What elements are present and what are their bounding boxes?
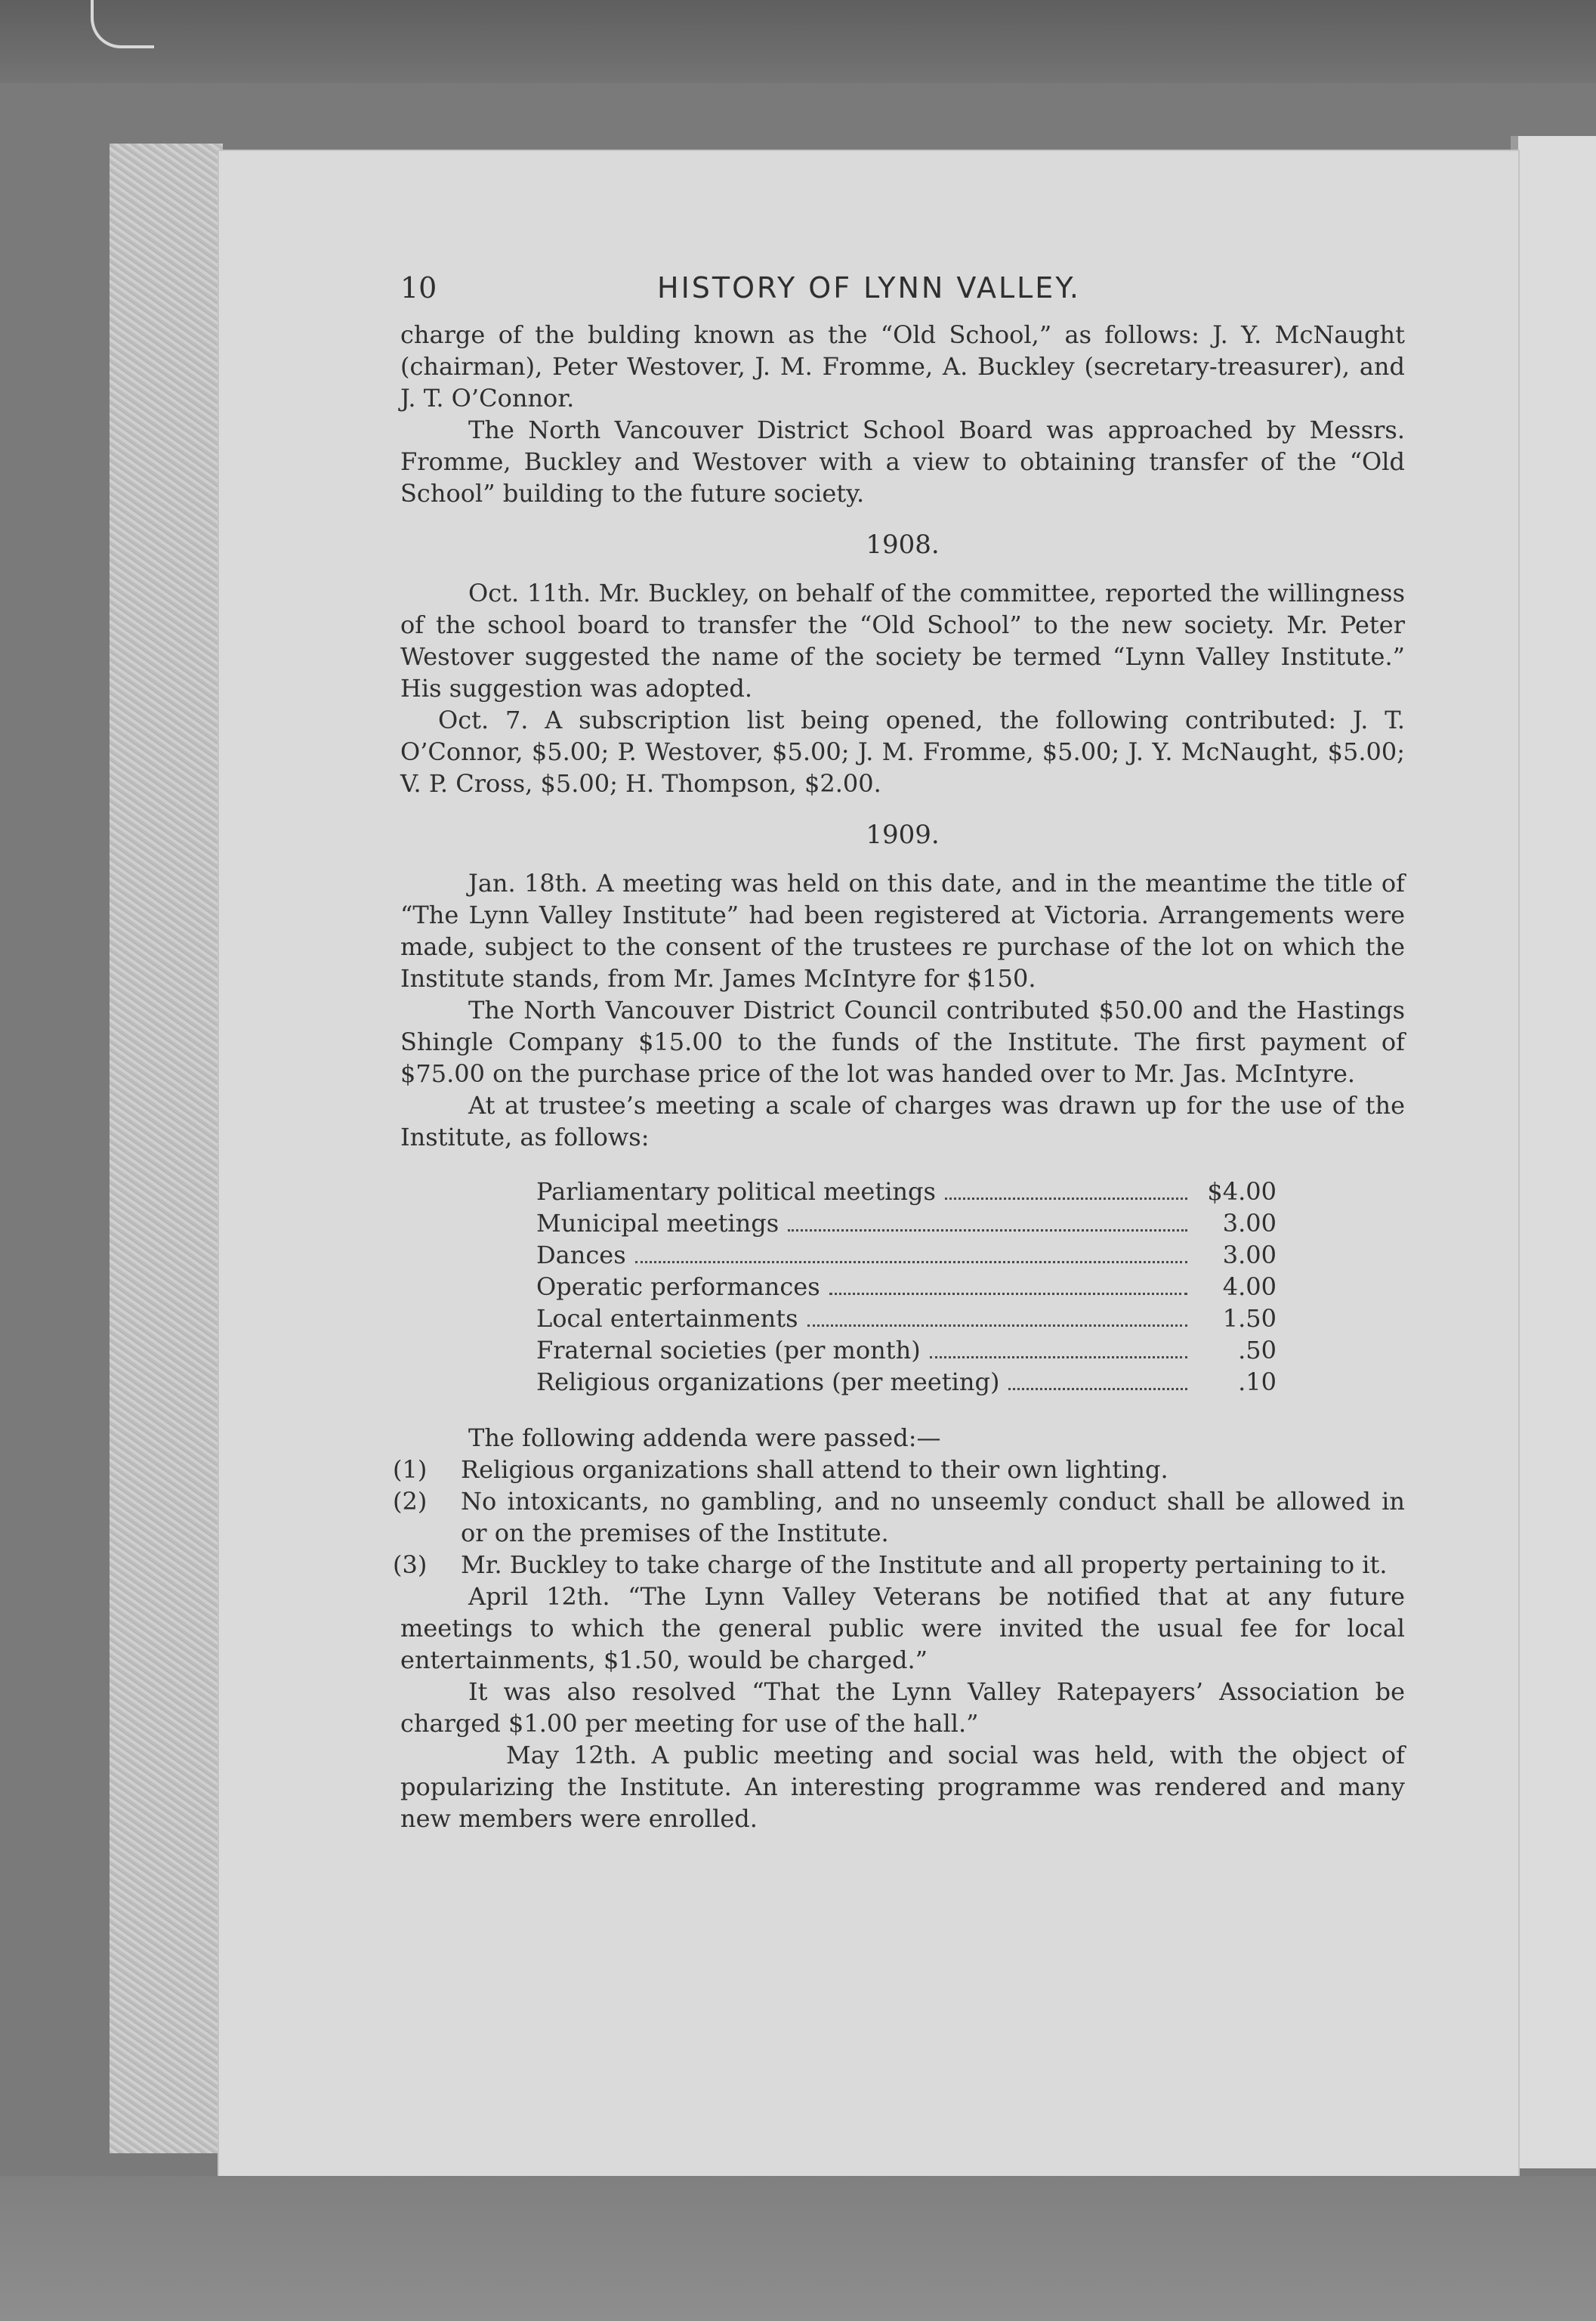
- paragraph-jan-18: Jan. 18th. A meeting was held on this date, and in the meantime the title of “The Lynn Valley Institute” had been registered at Victoria. Arrangements were made, subject to the consent of the trustees re purchase of the lot on which the Institute stands, from Mr. James McIntyre for $150.: [400, 869, 1405, 993]
- book-page-edge: [110, 144, 223, 2153]
- charge-label: Local entertainments: [536, 1304, 798, 1333]
- year-heading-1909: 1909.: [866, 820, 940, 850]
- dot-leader: [945, 1198, 1187, 1200]
- intro-paragraph: charge of the bulding known as the “Old School,” as follows: J. Y. McNaught (chairman), Peter Westover, J. M. Fromme, A. Buckley (secretary-treasurer), and J. T. O’Connor.: [400, 320, 1405, 413]
- dot-leader: [788, 1229, 1187, 1232]
- paragraph-may-12: May 12th. A public meeting and social was held, with the object of popularizing the Institute. An interesting programme was rendered and many new members were enrolled.: [400, 1741, 1405, 1833]
- paragraph-oct-7: Oct. 7. A subscription list being opened, the following contributed: J. T. O’Connor, $5.00; P. Westover, $5.00; J. M. Fromme, $5.00; J. Y. McNaught, $5.00; V. P. Cross, $5.00; H. Thompson, $2.00.: [400, 706, 1405, 798]
- page-number: 10: [400, 271, 437, 304]
- intro-paragraph: The North Vancouver District School Board was approached by Messrs. Fromme, Buckley and Westover with a view to obtaining transfer of the “Old School” building to the future society.: [400, 416, 1405, 508]
- addenda-text: No intoxicants, no gambling, and no unseemly conduct shall be allowed in or on the premises of the Institute.: [461, 1487, 1405, 1547]
- addenda-item: [393, 1454, 1405, 1485]
- charge-label: Operatic performances: [536, 1272, 820, 1301]
- page-header: [400, 264, 1405, 319]
- running-title: HISTORY OF LYNN VALLEY.: [657, 271, 1081, 304]
- paragraph-ratepayers: It was also resolved “That the Lynn Valley Ratepayers’ Association be charged $1.00 per meeting for use of the hall.”: [400, 1677, 1405, 1738]
- charge-row: [536, 1271, 1276, 1303]
- charge-label: Fraternal societies (per month): [536, 1336, 921, 1364]
- scan-background-top: [0, 0, 1596, 83]
- addenda-text: Religious organizations shall attend to their own lighting.: [461, 1455, 1168, 1484]
- adjacent-page: [1511, 136, 1596, 2168]
- page-text: [393, 264, 1405, 1834]
- dot-leader: [1008, 1388, 1187, 1390]
- dot-leader: [930, 1356, 1187, 1358]
- year-heading-1908: 1908.: [866, 530, 940, 560]
- dot-leader: [807, 1324, 1187, 1327]
- paragraph-scale-intro: At at trustee’s meeting a scale of charges was drawn up for the use of the Institute, as follows:: [400, 1091, 1405, 1151]
- charge-label: Municipal meetings: [536, 1209, 779, 1238]
- charge-row: [536, 1207, 1276, 1239]
- charge-amount: .50: [1238, 1336, 1276, 1364]
- charge-label: Religious organizations (per meeting): [536, 1368, 1000, 1396]
- dot-leader: [635, 1261, 1187, 1263]
- charge-row: [536, 1334, 1276, 1366]
- addenda-item: [393, 1549, 1405, 1581]
- paragraph-council: The North Vancouver District Council contributed $50.00 and the Hastings Shingle Company $15.00 to the funds of the Institute. The first payment of $75.00 on the purchase price of the lot was handed over to Mr. Jas. McIntyre.: [400, 996, 1405, 1088]
- paragraph-oct-11: Oct. 11th. Mr. Buckley, on behalf of the committee, reported the willingness of the school board to transfer the “Old School” to the new society. Mr. Peter Westover suggested the name of the society be termed “Lynn Valley Institute.” His suggestion was adopted.: [400, 579, 1405, 703]
- charge-label: Dances: [536, 1241, 626, 1269]
- charge-amount: 3.00: [1222, 1209, 1276, 1238]
- charge-label: Parliamentary political meetings: [536, 1177, 936, 1206]
- charge-row: [536, 1366, 1276, 1398]
- addenda-text: Mr. Buckley to take charge of the Institute and all property pertaining to it.: [461, 1550, 1388, 1579]
- paragraph-april-12: April 12th. “The Lynn Valley Veterans be notified that at any future meetings to which the general public were invited the usual fee for local entertainments, $1.50, would be charged.”: [400, 1582, 1405, 1674]
- charge-amount: .10: [1238, 1368, 1276, 1396]
- charges-table: [536, 1176, 1276, 1398]
- addenda-number: (3): [393, 1550, 428, 1579]
- addenda-number: (2): [393, 1487, 428, 1516]
- charge-amount: 4.00: [1222, 1272, 1276, 1301]
- charge-amount: $4.00: [1207, 1177, 1276, 1206]
- charge-row: [536, 1239, 1276, 1271]
- addenda-number: (1): [393, 1455, 428, 1484]
- addenda-item: [393, 1485, 1405, 1549]
- charge-row: [536, 1303, 1276, 1334]
- scan-background-bottom: [0, 2176, 1596, 2321]
- charge-row: [536, 1176, 1276, 1207]
- dot-leader: [829, 1293, 1187, 1295]
- charge-amount: 1.50: [1222, 1304, 1276, 1333]
- charge-amount: 3.00: [1222, 1241, 1276, 1269]
- addenda-intro: The following addenda were passed:—: [468, 1423, 941, 1452]
